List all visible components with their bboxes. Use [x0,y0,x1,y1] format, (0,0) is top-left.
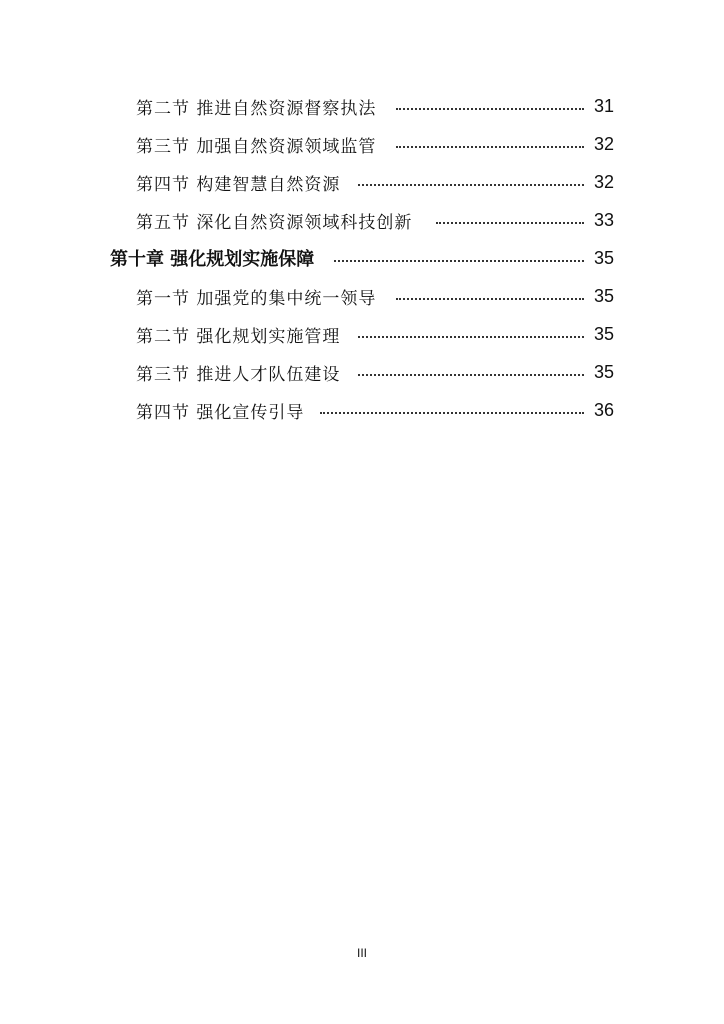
dot-leader [396,144,584,148]
dot-leader [358,372,584,376]
toc-entry[interactable] [0,353,724,391]
toc-chapter-entry[interactable] [0,239,724,277]
dot-leader [358,334,584,338]
toc-entry-title: 第四节 强化宣传引导 [136,402,305,423]
dot-leader [320,410,584,414]
toc-entry-page: 32 [593,171,614,192]
toc-entry[interactable] [0,87,724,125]
toc-entry[interactable] [0,391,724,429]
toc-entry-page: 31 [593,95,614,116]
toc-entry-title: 第三节 加强自然资源领域监管 [136,136,377,157]
toc-entry-title: 第三节 推进人才队伍建设 [136,364,341,385]
toc-entry-page: 35 [593,247,614,268]
dot-leader [358,182,584,186]
dot-leader [334,258,584,262]
toc-entry-page: 32 [593,133,614,154]
toc-entry-title: 第二节 推进自然资源督察执法 [136,98,377,119]
toc-entry-page: 35 [593,361,614,382]
toc-entry-title: 第一节 加强党的集中统一领导 [136,288,377,309]
toc-entry[interactable] [0,277,724,315]
toc-entry-title: 第五节 深化自然资源领域科技创新 [136,212,413,233]
toc-entry[interactable] [0,315,724,353]
dot-leader [396,296,584,300]
page-number: III [356,946,367,960]
toc-entry-title: 第二节 强化规划实施管理 [136,326,341,347]
toc-entry[interactable] [0,163,724,201]
dot-leader [396,106,584,110]
toc-entry[interactable] [0,125,724,163]
dot-leader [436,220,584,224]
toc-entry-page: 35 [593,323,614,344]
toc-chapter-title: 第十章 强化规划实施保障 [110,249,315,270]
toc-entry-page: 36 [593,399,614,420]
toc-entry-page: 35 [593,285,614,306]
toc-entry[interactable] [0,201,724,239]
toc-entry-title: 第四节 构建智慧自然资源 [136,174,341,195]
toc-entry-page: 33 [593,209,614,230]
